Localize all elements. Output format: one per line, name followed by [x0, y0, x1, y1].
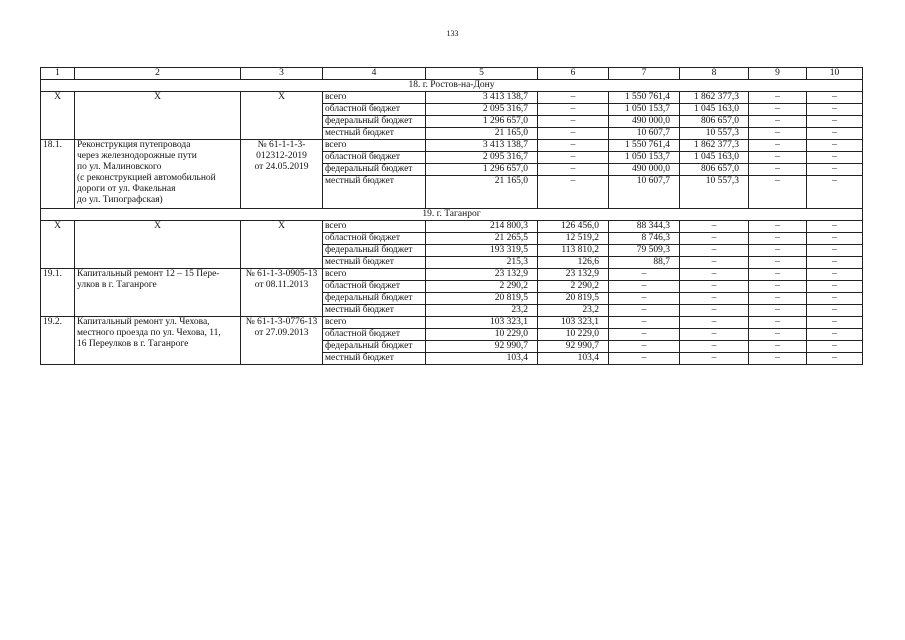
amount-cell: 1 050 153,7	[609, 104, 680, 116]
document-number-cell-line: от 27.09.2013	[254, 328, 309, 338]
object-name-cell-line: местного проезда по ул. Чехова, 11,	[77, 328, 221, 338]
amount-cell: –	[680, 269, 749, 281]
budget-type-label: федеральный бюджет	[323, 116, 426, 128]
amount-cell: 2 290,2	[426, 281, 538, 293]
amount-cell: 1 296 657,0	[426, 116, 538, 128]
amount-cell: 113 810,2	[538, 245, 609, 257]
amount-cell: –	[749, 317, 807, 329]
amount-cell: –	[609, 269, 680, 281]
amount-cell: 1 045 163,0	[680, 152, 749, 164]
amount-cell: –	[749, 176, 807, 209]
amount-cell: 92 990,7	[426, 341, 538, 353]
amount-cell: 23 132,9	[426, 269, 538, 281]
amount-cell: 23 132,9	[538, 269, 609, 281]
amount-cell: 1 550 761,4	[609, 92, 680, 104]
object-name-cell-line: через железнодорожные пути	[77, 151, 197, 161]
header-row	[41, 68, 863, 80]
column-header: 2	[75, 68, 241, 80]
amount-cell: 79 509,3	[609, 245, 680, 257]
amount-cell: –	[749, 104, 807, 116]
budget-type-label: областной бюджет	[323, 281, 426, 293]
amount-cell: 1 550 761,4	[609, 140, 680, 152]
amount-cell: 490 000,0	[609, 164, 680, 176]
amount-cell: 126 456,0	[538, 221, 609, 233]
amount-cell: –	[538, 116, 609, 128]
amount-cell: 92 990,7	[538, 341, 609, 353]
amount-cell: –	[749, 245, 807, 257]
budget-type-label: всего	[323, 221, 426, 233]
amount-cell: 214 800,3	[426, 221, 538, 233]
amount-cell: –	[680, 293, 749, 305]
budget-type-label: всего	[323, 140, 426, 152]
budget-type-label: областной бюджет	[323, 104, 426, 116]
table-row	[41, 140, 863, 152]
budget-type-label: местный бюджет	[323, 128, 426, 140]
document-number-cell-line: № 61-1-1-3-	[257, 140, 306, 150]
amount-cell: 126,6	[538, 257, 609, 269]
amount-cell: –	[807, 293, 863, 305]
amount-cell: 10 229,0	[426, 329, 538, 341]
budget-type-label: областной бюджет	[323, 233, 426, 245]
summary-row	[41, 92, 863, 104]
amount-cell: –	[749, 341, 807, 353]
amount-cell: –	[749, 116, 807, 128]
amount-cell: 3 413 138,7	[426, 92, 538, 104]
table-row	[41, 269, 863, 281]
budget-type-label: местный бюджет	[323, 305, 426, 317]
amount-cell: –	[609, 353, 680, 365]
amount-cell: 103,4	[426, 353, 538, 365]
column-header: 6	[538, 68, 609, 80]
amount-cell: –	[807, 92, 863, 104]
amount-cell: –	[749, 92, 807, 104]
amount-cell: –	[807, 305, 863, 317]
column-header: 3	[241, 68, 323, 80]
amount-cell: 3 413 138,7	[426, 140, 538, 152]
object-name-cell-line: Капитальный ремонт 12 – 15 Пере-	[77, 269, 220, 279]
amount-cell: –	[538, 176, 609, 209]
row-number-cell: 19.2.	[41, 317, 75, 365]
object-name-cell: Х	[75, 221, 241, 269]
amount-cell: 20 819,5	[426, 293, 538, 305]
object-name-cell: Х	[75, 92, 241, 140]
amount-cell: –	[680, 221, 749, 233]
column-header: 5	[426, 68, 538, 80]
amount-cell: –	[749, 269, 807, 281]
row-number-cell: Х	[41, 92, 75, 140]
amount-cell: 1 862 377,3	[680, 140, 749, 152]
object-name-cell	[75, 140, 241, 209]
amount-cell: –	[749, 353, 807, 365]
amount-cell: 88,7	[609, 257, 680, 269]
amount-cell: –	[538, 92, 609, 104]
amount-cell: –	[680, 281, 749, 293]
amount-cell: –	[749, 293, 807, 305]
amount-cell: –	[807, 329, 863, 341]
object-name-cell-line: (с реконструкцией автомобильной	[77, 173, 216, 183]
row-number-cell: 19.1.	[41, 269, 75, 317]
amount-cell: –	[749, 221, 807, 233]
budget-type-label: областной бюджет	[323, 152, 426, 164]
amount-cell: 215,3	[426, 257, 538, 269]
object-name-cell-line: по ул. Малиновского	[77, 162, 162, 172]
object-name-cell	[75, 317, 241, 365]
amount-cell: –	[680, 305, 749, 317]
object-name-cell-line: дороги от ул. Факельная	[77, 184, 176, 194]
amount-cell: 1 862 377,3	[680, 92, 749, 104]
amount-cell: –	[680, 353, 749, 365]
amount-cell: –	[807, 257, 863, 269]
amount-cell: 20 819,5	[538, 293, 609, 305]
amount-cell: 10 557,3	[680, 176, 749, 209]
amount-cell: –	[807, 317, 863, 329]
document-number-cell-line: 012312-2019	[256, 151, 307, 161]
summary-row	[41, 221, 863, 233]
amount-cell: –	[538, 128, 609, 140]
budget-type-label: федеральный бюджет	[323, 164, 426, 176]
amount-cell: –	[807, 341, 863, 353]
amount-cell: –	[680, 233, 749, 245]
amount-cell: 10 607,7	[609, 128, 680, 140]
amount-cell: 103 323,1	[426, 317, 538, 329]
section-title: 19. г. Таганрог	[41, 209, 863, 221]
column-header: 4	[323, 68, 426, 80]
budget-type-label: местный бюджет	[323, 257, 426, 269]
amount-cell: –	[609, 293, 680, 305]
document-number-cell	[241, 317, 323, 365]
row-number-cell: 18.1.	[41, 140, 75, 209]
document-number-cell-line: № 61-1-3-0905-13	[245, 269, 318, 279]
document-number-cell-line: от 24.05.2019	[254, 162, 309, 172]
amount-cell: 10 557,3	[680, 128, 749, 140]
amount-cell: 88 344,3	[609, 221, 680, 233]
budget-type-label: федеральный бюджет	[323, 341, 426, 353]
budget-type-label: федеральный бюджет	[323, 293, 426, 305]
amount-cell: –	[807, 176, 863, 209]
amount-cell: –	[680, 257, 749, 269]
amount-cell: –	[807, 245, 863, 257]
amount-cell: 21 165,0	[426, 128, 538, 140]
amount-cell: –	[538, 164, 609, 176]
amount-cell: –	[807, 104, 863, 116]
section-title: 18. г. Ростов-на-Дону	[41, 80, 863, 92]
amount-cell: 23,2	[538, 305, 609, 317]
document-number-cell: Х	[241, 92, 323, 140]
amount-cell: 103 323,1	[538, 317, 609, 329]
amount-cell: –	[609, 341, 680, 353]
amount-cell: –	[749, 233, 807, 245]
amount-cell: –	[680, 329, 749, 341]
amount-cell: –	[538, 152, 609, 164]
amount-cell: 806 657,0	[680, 164, 749, 176]
budget-type-label: областной бюджет	[323, 329, 426, 341]
budget-type-label: местный бюджет	[323, 353, 426, 365]
amount-cell: 12 519,2	[538, 233, 609, 245]
object-name-cell-line: Реконструкция путепровода	[77, 140, 191, 150]
amount-cell: 1 050 153,7	[609, 152, 680, 164]
object-name-cell-line: Капитальный ремонт ул. Чехова,	[77, 317, 210, 327]
amount-cell: –	[749, 281, 807, 293]
page-number: 133	[446, 29, 459, 38]
section-row	[41, 209, 863, 221]
amount-cell: –	[749, 305, 807, 317]
column-header: 9	[749, 68, 807, 80]
amount-cell: –	[680, 317, 749, 329]
column-header: 8	[680, 68, 749, 80]
amount-cell: –	[807, 164, 863, 176]
row-number-cell: Х	[41, 221, 75, 269]
document-number-cell	[241, 269, 323, 317]
column-header: 1	[41, 68, 75, 80]
amount-cell: –	[807, 152, 863, 164]
budget-type-label: федеральный бюджет	[323, 245, 426, 257]
amount-cell: –	[749, 128, 807, 140]
object-name-cell	[75, 269, 241, 317]
amount-cell: –	[749, 152, 807, 164]
amount-cell: –	[807, 221, 863, 233]
column-header: 10	[807, 68, 863, 80]
amount-cell: –	[609, 305, 680, 317]
amount-cell: –	[609, 329, 680, 341]
amount-cell: 1 296 657,0	[426, 164, 538, 176]
amount-cell: –	[807, 140, 863, 152]
amount-cell: –	[538, 140, 609, 152]
document-number-cell-line: от 08.11.2013	[254, 280, 309, 290]
amount-cell: –	[807, 269, 863, 281]
amount-cell: –	[807, 353, 863, 365]
amount-cell: –	[749, 164, 807, 176]
amount-cell: –	[807, 233, 863, 245]
budget-type-label: всего	[323, 317, 426, 329]
budget-type-label: всего	[323, 269, 426, 281]
amount-cell: –	[807, 116, 863, 128]
object-name-cell-line: до ул. Типографская)	[77, 195, 163, 205]
amount-cell: –	[749, 140, 807, 152]
document-number-cell-line: № 61-1-3-0776-13	[245, 317, 318, 327]
table-row	[41, 317, 863, 329]
amount-cell: 10 229,0	[538, 329, 609, 341]
amount-cell: 2 095 316,7	[426, 104, 538, 116]
amount-cell: –	[680, 341, 749, 353]
amount-cell: 2 290,2	[538, 281, 609, 293]
amount-cell: –	[807, 281, 863, 293]
section-row	[41, 80, 863, 92]
amount-cell: 8 746,3	[609, 233, 680, 245]
amount-cell: 490 000,0	[609, 116, 680, 128]
amount-cell: –	[680, 245, 749, 257]
amount-cell: –	[609, 281, 680, 293]
amount-cell: –	[807, 128, 863, 140]
amount-cell: 2 095 316,7	[426, 152, 538, 164]
budget-type-label: всего	[323, 92, 426, 104]
budget-table	[40, 67, 863, 365]
column-header: 7	[609, 68, 680, 80]
amount-cell: –	[609, 317, 680, 329]
object-name-cell-line: 16 Переулков в г. Таганроге	[77, 339, 189, 349]
amount-cell: –	[749, 329, 807, 341]
amount-cell: 21 165,0	[426, 176, 538, 209]
amount-cell: 23,2	[426, 305, 538, 317]
amount-cell: –	[749, 257, 807, 269]
budget-type-label: местный бюджет	[323, 176, 426, 209]
object-name-cell-line: улков в г. Таганроге	[77, 280, 157, 290]
amount-cell: 193 319,5	[426, 245, 538, 257]
amount-cell: 21 265,5	[426, 233, 538, 245]
amount-cell: 10 607,7	[609, 176, 680, 209]
amount-cell: –	[538, 104, 609, 116]
amount-cell: 806 657,0	[680, 116, 749, 128]
document-number-cell	[241, 140, 323, 209]
amount-cell: 103,4	[538, 353, 609, 365]
amount-cell: 1 045 163,0	[680, 104, 749, 116]
document-number-cell: Х	[241, 221, 323, 269]
